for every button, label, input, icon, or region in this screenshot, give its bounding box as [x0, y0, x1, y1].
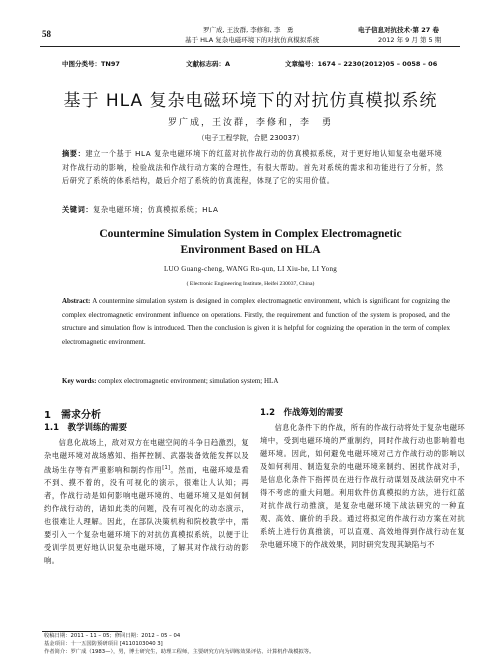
abstract-label: 摘要：: [62, 149, 86, 158]
left-column-text: [44, 436, 249, 567]
header-journal: 电子信息对抗技术·第 27 卷: [358, 26, 440, 34]
english-keywords-label: Key words:: [62, 377, 97, 385]
chinese-keywords: [62, 205, 218, 215]
abstract-text: 建立一个基于 HLA 复杂电磁环境下的红蓝对抗作战行动的仿真模拟系统，对于更好地认知复杂电磁环境对作战行动的影响，检验战法和作战行动方案的合理性，有很大帮助。首先对系统的需求和功能进行了分析，然后研究了系统的体系结构，最后介绍了系统的仿真流程，体现了它的实用价值。: [62, 149, 444, 185]
english-authors: LUO Guang-cheng, WANG Ru-qun, LI Xiu-he, LI Yong: [163, 265, 338, 273]
article-affiliation: （电子工程学院，合肥 230037）: [197, 134, 304, 142]
header-rule: [40, 46, 460, 47]
document-code: 文献标志码：A: [186, 60, 231, 68]
english-abstract: [62, 295, 450, 349]
section-heading-1-1: 1.1 教学训练的需要: [44, 423, 128, 433]
english-title-line-2: Environment Based on HLA: [180, 244, 321, 256]
section-heading-1: 1 需求分析: [44, 410, 101, 421]
page-number: 58: [42, 29, 51, 39]
section-heading-1-2: 1.2 作战筹划的需要: [260, 408, 344, 418]
chinese-abstract: [62, 147, 450, 188]
footnote-fund: 基金项目：十一五国防预研项目 [4110103040 3]: [44, 641, 163, 647]
english-title-line-1: Countermine Simulation System in Complex Electromagnetic: [99, 228, 402, 240]
footnote-received: 收稿日期：2011 – 11 – 05；修回日期：2012 – 05 – 04: [44, 633, 181, 639]
english-abstract-text: A countermine simulation system is designed in complex electromagnetic environment, which is significant for cognizing the complex electromagnetic environment influence on operations. Firstly, the requirement and function of the system is proposed, and the structure and simulation flow is introduced. Then the conclusion is given it is helpful for cognizing the operation in the term of complex electromagnetic environment.: [62, 297, 450, 346]
article-title: 基于 HLA 复杂电磁环境下的对抗仿真模拟系统: [63, 91, 438, 111]
right-column-text: [260, 421, 465, 551]
article-authors: 罗广成，王汝群，李修和，李 勇: [167, 118, 333, 128]
english-keywords-text: complex electromagnetic environment; simulation system; HLA: [98, 377, 279, 385]
paragraph: 信息化战场上，敌对双方在电磁空间的斗争日趋激烈，复杂电磁环境对战场感知、指挥控制、武器装备效能发挥以及战场生存等有严重影响和制约作用[1]。然而，电磁环境是看不到、摸不着的，没有可视化的演示，很难让人认知；再者，作战行动是如何影响电磁环境的、电磁环境又是如何制约作战行动的，诸如此类的问题，没有可视化的动态演示，也很难让人理解。因此，在部队决策机构和院校教学中，需要引入一个复杂电磁环境下的对抗仿真模拟系统，以便于让受训学员更好地认识复杂电磁环境，了解其对作战行动的影响。: [44, 438, 250, 566]
english-keywords: [62, 377, 278, 385]
citation: [1]: [162, 465, 171, 471]
keywords-label: 关键词：: [62, 205, 94, 214]
english-abstract-label: Abstract:: [62, 297, 91, 305]
english-affiliation: ( Electronic Engineering Institute, Heifei 230037, China): [186, 281, 315, 287]
header-authors: 罗广成, 王汝群, 李修和, 李 勇: [203, 26, 294, 34]
keywords-text: 复杂电磁环境；仿真模拟系统；HLA: [93, 205, 219, 214]
footnote-bio: 作者简介：罗广成（1983—），男，博士研究生，助理工程师，主要研究方向为训练效果评估、计算机作战模拟等。: [44, 649, 315, 655]
footnote-rule: [42, 631, 122, 632]
english-title: [0, 226, 501, 258]
article-number: 文章编号：1674 – 2230(2012)05 – 0058 – 06: [285, 60, 438, 68]
clc-number: 中图分类号：TN97: [62, 60, 120, 68]
paragraph: 信息化条件下的作战，所有的作战行动将处于复杂电磁环境中，受到电磁环境的严重制约，同时作战行动也影响着电磁环境。因此，如何避免电磁环境对己方作战行动的影响以及如何利用、制造复杂的电磁环境来制约、困扰作战对手，是信息化条件下指挥员在进行作战行动谋划及战法研究中不得不考虑的重大问题。利用软件仿真模拟的方法，进行红蓝对抗作战行动推演，是复杂电磁环境下战法研究的一种直观、高效、廉价的手段。通过将拟定的作战行动方案在对抗系统上进行仿真推演，可以直观、高效地得到作战行动在复杂电磁环境下的作战效果，同时研究发现其缺陷与不: [260, 423, 465, 549]
header-date: 2012 年 9 月 第 5 期: [378, 36, 442, 44]
header-title: 基于 HLA 复杂电磁环境下的对抗仿真模拟系统: [185, 36, 320, 44]
